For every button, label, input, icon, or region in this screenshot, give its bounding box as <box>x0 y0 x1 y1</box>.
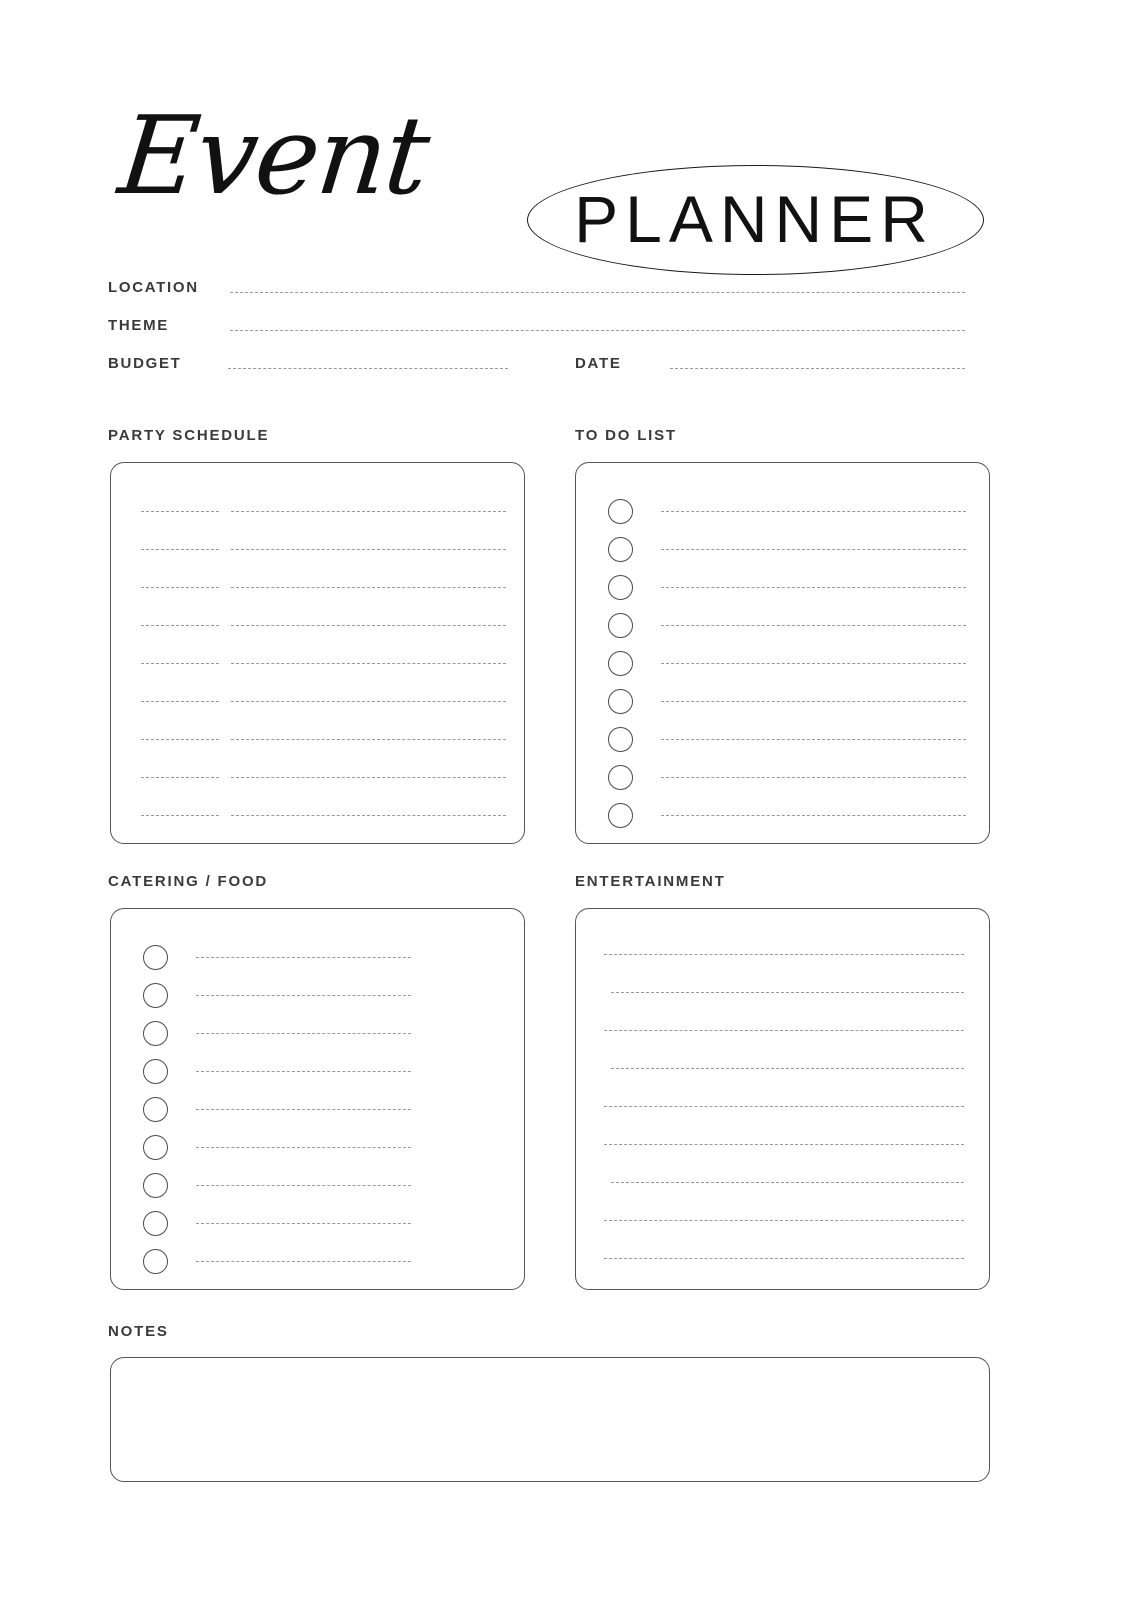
entertainment-entry-line[interactable] <box>604 1030 964 1031</box>
entertainment-entry-line[interactable] <box>604 1144 964 1145</box>
checkbox-circle-icon[interactable] <box>143 1249 168 1274</box>
checkbox-circle-icon[interactable] <box>143 1173 168 1198</box>
section-title-notes: NOTES <box>108 1323 169 1340</box>
entertainment-entry-line[interactable] <box>611 992 964 993</box>
title-planner: PLANNER <box>574 182 935 256</box>
catering-entry-line[interactable] <box>196 1223 411 1224</box>
checkbox-circle-icon[interactable] <box>608 803 633 828</box>
field-group <box>0 275 1131 389</box>
checkbox-circle-icon[interactable] <box>608 537 633 562</box>
entertainment-entry-line[interactable] <box>604 1220 964 1221</box>
catering-entry-line[interactable] <box>196 995 411 996</box>
schedule-entry-line[interactable] <box>231 815 506 816</box>
schedule-time-line[interactable] <box>141 549 219 550</box>
schedule-entry-line[interactable] <box>231 511 506 512</box>
checkbox-circle-icon[interactable] <box>608 727 633 752</box>
section-title-entertainment: ENTERTAINMENT <box>575 873 726 890</box>
field-row-budget-date <box>0 351 1131 389</box>
page-header <box>0 55 1131 256</box>
schedule-entry-line[interactable] <box>231 625 506 626</box>
schedule-time-line[interactable] <box>141 511 219 512</box>
field-input-date[interactable] <box>670 368 965 369</box>
todo-entry-line[interactable] <box>661 549 966 550</box>
schedule-entry-line[interactable] <box>231 701 506 702</box>
field-row-location <box>0 275 1131 313</box>
field-input-location[interactable] <box>230 292 965 293</box>
checkbox-circle-icon[interactable] <box>143 1021 168 1046</box>
checkbox-circle-icon[interactable] <box>143 983 168 1008</box>
field-row-theme <box>0 313 1131 351</box>
todo-entry-line[interactable] <box>661 739 966 740</box>
entertainment-entry-line[interactable] <box>604 1258 964 1259</box>
checkbox-circle-icon[interactable] <box>608 651 633 676</box>
todo-entry-line[interactable] <box>661 587 966 588</box>
to-do-list-box[interactable] <box>575 462 990 844</box>
field-label-location: LOCATION <box>108 279 199 296</box>
field-label-budget: BUDGET <box>108 355 182 372</box>
catering-entry-line[interactable] <box>196 1185 411 1186</box>
section-title-catering-food: CATERING / FOOD <box>108 873 269 890</box>
entertainment-entry-line[interactable] <box>611 1182 964 1183</box>
todo-entry-line[interactable] <box>661 701 966 702</box>
checkbox-circle-icon[interactable] <box>608 765 633 790</box>
schedule-entry-line[interactable] <box>231 777 506 778</box>
section-title-party-schedule: PARTY SCHEDULE <box>108 427 270 444</box>
schedule-entry-line[interactable] <box>231 587 506 588</box>
schedule-time-line[interactable] <box>141 739 219 740</box>
field-label-date: DATE <box>575 355 622 372</box>
schedule-time-line[interactable] <box>141 625 219 626</box>
checkbox-circle-icon[interactable] <box>608 575 633 600</box>
todo-entry-line[interactable] <box>661 511 966 512</box>
notes-box[interactable] <box>110 1357 990 1482</box>
catering-entry-line[interactable] <box>196 1109 411 1110</box>
schedule-time-line[interactable] <box>141 777 219 778</box>
schedule-entry-line[interactable] <box>231 549 506 550</box>
field-input-theme[interactable] <box>230 330 965 331</box>
entertainment-box[interactable] <box>575 908 990 1290</box>
party-schedule-box[interactable] <box>110 462 525 844</box>
catering-entry-line[interactable] <box>196 1033 411 1034</box>
catering-entry-line[interactable] <box>196 1261 411 1262</box>
checkbox-circle-icon[interactable] <box>143 1097 168 1122</box>
entertainment-entry-line[interactable] <box>611 1068 964 1069</box>
field-input-budget[interactable] <box>228 368 508 369</box>
field-label-theme: THEME <box>108 317 169 334</box>
checkbox-circle-icon[interactable] <box>143 1135 168 1160</box>
entertainment-entry-line[interactable] <box>604 954 964 955</box>
schedule-entry-line[interactable] <box>231 739 506 740</box>
title-script: Event <box>113 94 434 219</box>
catering-food-box[interactable] <box>110 908 525 1290</box>
schedule-time-line[interactable] <box>141 663 219 664</box>
checkbox-circle-icon[interactable] <box>143 1059 168 1084</box>
catering-entry-line[interactable] <box>196 1071 411 1072</box>
checkbox-circle-icon[interactable] <box>143 945 168 970</box>
checkbox-circle-icon[interactable] <box>608 499 633 524</box>
schedule-time-line[interactable] <box>141 701 219 702</box>
section-title-to-do-list: TO DO LIST <box>575 427 677 444</box>
schedule-time-line[interactable] <box>141 815 219 816</box>
todo-entry-line[interactable] <box>661 815 966 816</box>
checkbox-circle-icon[interactable] <box>608 689 633 714</box>
entertainment-entry-line[interactable] <box>604 1106 964 1107</box>
schedule-time-line[interactable] <box>141 587 219 588</box>
checkbox-circle-icon[interactable] <box>143 1211 168 1236</box>
todo-entry-line[interactable] <box>661 777 966 778</box>
checkbox-circle-icon[interactable] <box>608 613 633 638</box>
todo-entry-line[interactable] <box>661 625 966 626</box>
todo-entry-line[interactable] <box>661 663 966 664</box>
catering-entry-line[interactable] <box>196 1147 411 1148</box>
schedule-entry-line[interactable] <box>231 663 506 664</box>
catering-entry-line[interactable] <box>196 957 411 958</box>
